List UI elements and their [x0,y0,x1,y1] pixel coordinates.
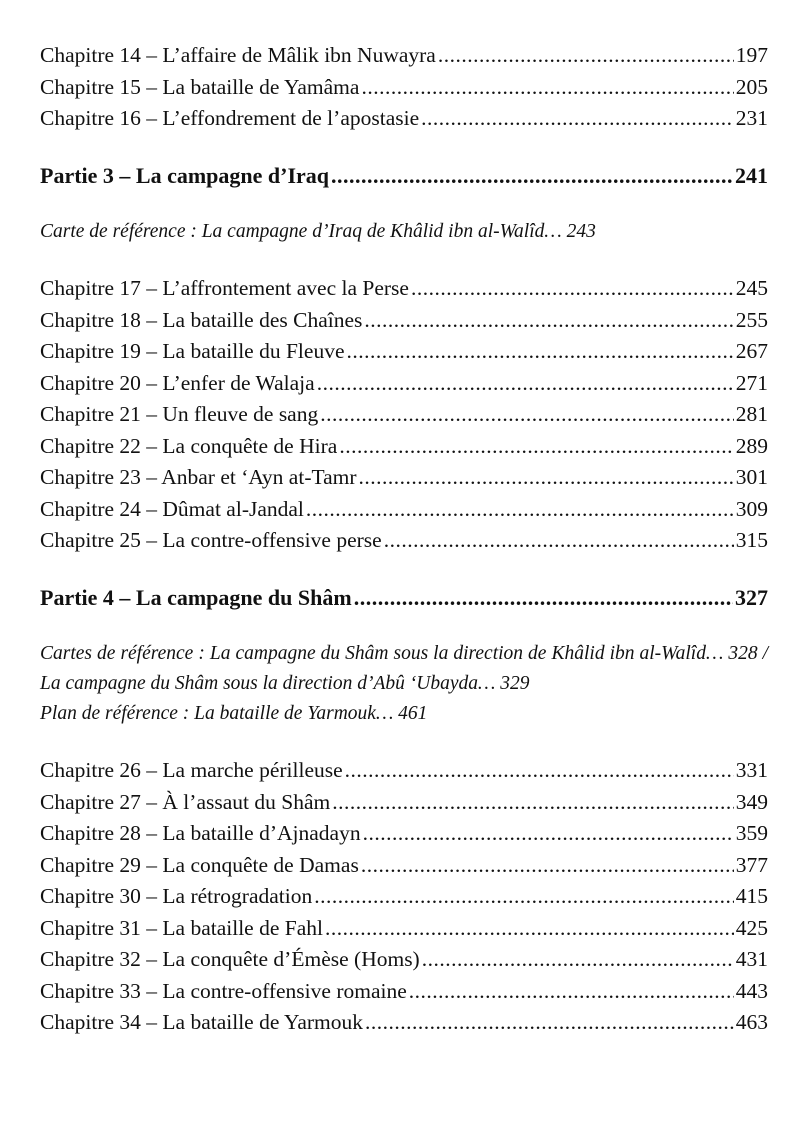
toc-entry-chapter-26[interactable] [40,755,768,787]
toc-entry-label: Chapitre 14 – L’affaire de Mâlik ibn Nuwayra [40,43,436,67]
toc-entry-chapter-28[interactable] [40,818,768,850]
toc-entry-label: Chapitre 22 – La conquête de Hira [40,433,338,458]
toc-entry-page: 271 [735,370,768,395]
toc-entry-page: 331 [735,758,768,782]
toc-entry-chapter-31[interactable] [40,913,768,945]
toc-entry-page: 431 [735,947,768,971]
dot-leader [359,462,734,494]
reference-maps-note: Cartes de référence : La campagne du Shâm sous la direction de Khâlid ibn al-Walîd… 328 / La campagne du Shâm sous la direction d’Abû ‘Ubayda… 329 [40,643,768,694]
toc-entry-page: 255 [735,307,768,332]
dot-leader [332,787,734,819]
toc-entry-chapter-14[interactable] [40,40,768,72]
toc-entry-chapter-23[interactable] [40,462,768,494]
dot-leader [361,72,733,104]
toc-entry-chapter-15[interactable] [40,72,768,104]
toc-entry-page: 315 [735,528,768,552]
toc-entry-label: Chapitre 21 – Un fleuve de sang [40,402,319,426]
toc-entry-page: 197 [735,43,768,67]
toc-entry-chapter-18[interactable] [40,305,768,337]
toc-entry-chapter-16[interactable] [40,103,768,135]
toc-entry-page: 377 [735,852,768,877]
dot-leader [421,103,734,135]
toc-entry-label: Chapitre 18 – La bataille des Chaînes [40,307,363,332]
dot-leader [320,399,734,431]
toc-entry-label: Chapitre 31 – La bataille de Fahl [40,915,323,940]
dot-leader [354,582,733,614]
dot-leader [317,368,734,400]
toc-entry-label: Chapitre 15 – La bataille de Yamâma [40,74,360,99]
dot-leader [314,881,734,913]
toc-entry-page: 205 [735,74,768,99]
toc-entry-chapter-25[interactable] [40,525,768,557]
toc-entry-label: Chapitre 32 – La conquête d’Émèse (Homs) [40,947,420,971]
toc-entry-chapter-22[interactable] [40,431,768,463]
toc-entry-chapter-30[interactable] [40,881,768,913]
toc-entry-page: 289 [735,433,768,458]
toc-entry-label: Chapitre 19 – La bataille du Fleuve [40,339,345,363]
toc-entry-label: Chapitre 16 – L’effondrement de l’apostasie [40,106,420,130]
toc-part-label: Partie 4 – La campagne du Shâm [40,584,352,610]
toc-entry-page: 463 [735,1010,768,1034]
toc-entry-chapter-24[interactable] [40,494,768,526]
dot-leader [347,336,734,368]
toc-part-4[interactable] [40,582,768,614]
toc-entry-label: Chapitre 20 – L’enfer de Walaja [40,370,315,395]
toc-part-page: 241 [735,162,768,188]
dot-leader [325,913,734,945]
toc-entry-chapter-27[interactable] [40,787,768,819]
toc-entry-chapter-33[interactable] [40,976,768,1008]
dot-leader [384,525,734,557]
dot-leader [438,40,734,72]
table-of-contents [40,40,768,1039]
dot-leader [345,755,734,787]
dot-leader [361,850,734,882]
toc-entry-label: Chapitre 23 – Anbar et ‘Ayn at-Tamr [40,465,357,489]
toc-entry-page: 301 [735,465,768,489]
toc-entry-label: Chapitre 24 – Dûmat al-Jandal [40,496,304,521]
toc-entry-label: Chapitre 26 – La marche périlleuse [40,758,343,782]
toc-entry-chapter-19[interactable] [40,336,768,368]
toc-entry-chapter-34[interactable] [40,1007,768,1039]
toc-entry-chapter-20[interactable] [40,368,768,400]
toc-entry-label: Chapitre 25 – La contre-offensive perse [40,528,382,552]
dot-leader [339,431,733,463]
toc-entry-page: 349 [735,789,768,814]
toc-entry-label: Chapitre 29 – La conquête de Damas [40,852,359,877]
dot-leader [331,160,733,192]
toc-entry-page: 309 [735,496,768,521]
dot-leader [365,1007,734,1039]
toc-entry-label: Chapitre 17 – L’affrontement avec la Perse [40,276,409,300]
dot-leader [363,818,734,850]
toc-entry-label: Chapitre 33 – La contre-offensive romaine [40,978,407,1003]
dot-leader [306,494,734,526]
toc-entry-label: Chapitre 34 – La bataille de Yarmouk [40,1010,364,1034]
toc-entry-page: 443 [735,978,768,1003]
dot-leader [422,944,734,976]
toc-entry-page: 245 [735,276,768,300]
toc-part-page: 327 [735,584,768,610]
toc-entry-chapter-17[interactable] [40,273,768,305]
toc-entry-chapter-29[interactable] [40,850,768,882]
toc-entry-page: 359 [735,821,768,845]
toc-entry-page: 415 [735,884,768,908]
dot-leader [364,305,733,337]
toc-entry-page: 425 [735,915,768,940]
toc-entry-label: Chapitre 27 – À l’assaut du Shâm [40,789,331,814]
toc-entry-page: 231 [735,106,768,130]
dot-leader [409,976,734,1008]
toc-entry-page: 281 [735,402,768,426]
toc-entry-page: 267 [735,339,768,363]
reference-map-note: Carte de référence : La campagne d’Iraq de Khâlid ibn al-Walîd… 243 [40,221,596,242]
toc-part-3[interactable] [40,160,768,192]
toc-entry-chapter-21[interactable] [40,399,768,431]
toc-entry-label: Chapitre 30 – La rétrogradation [40,884,313,908]
toc-part-label: Partie 3 – La campagne d’Iraq [40,162,330,188]
dot-leader [411,273,734,305]
reference-plan-note: Plan de référence : La bataille de Yarmouk… 461 [40,703,428,724]
toc-entry-chapter-32[interactable] [40,944,768,976]
toc-entry-label: Chapitre 28 – La bataille d’Ajnadayn [40,821,361,845]
